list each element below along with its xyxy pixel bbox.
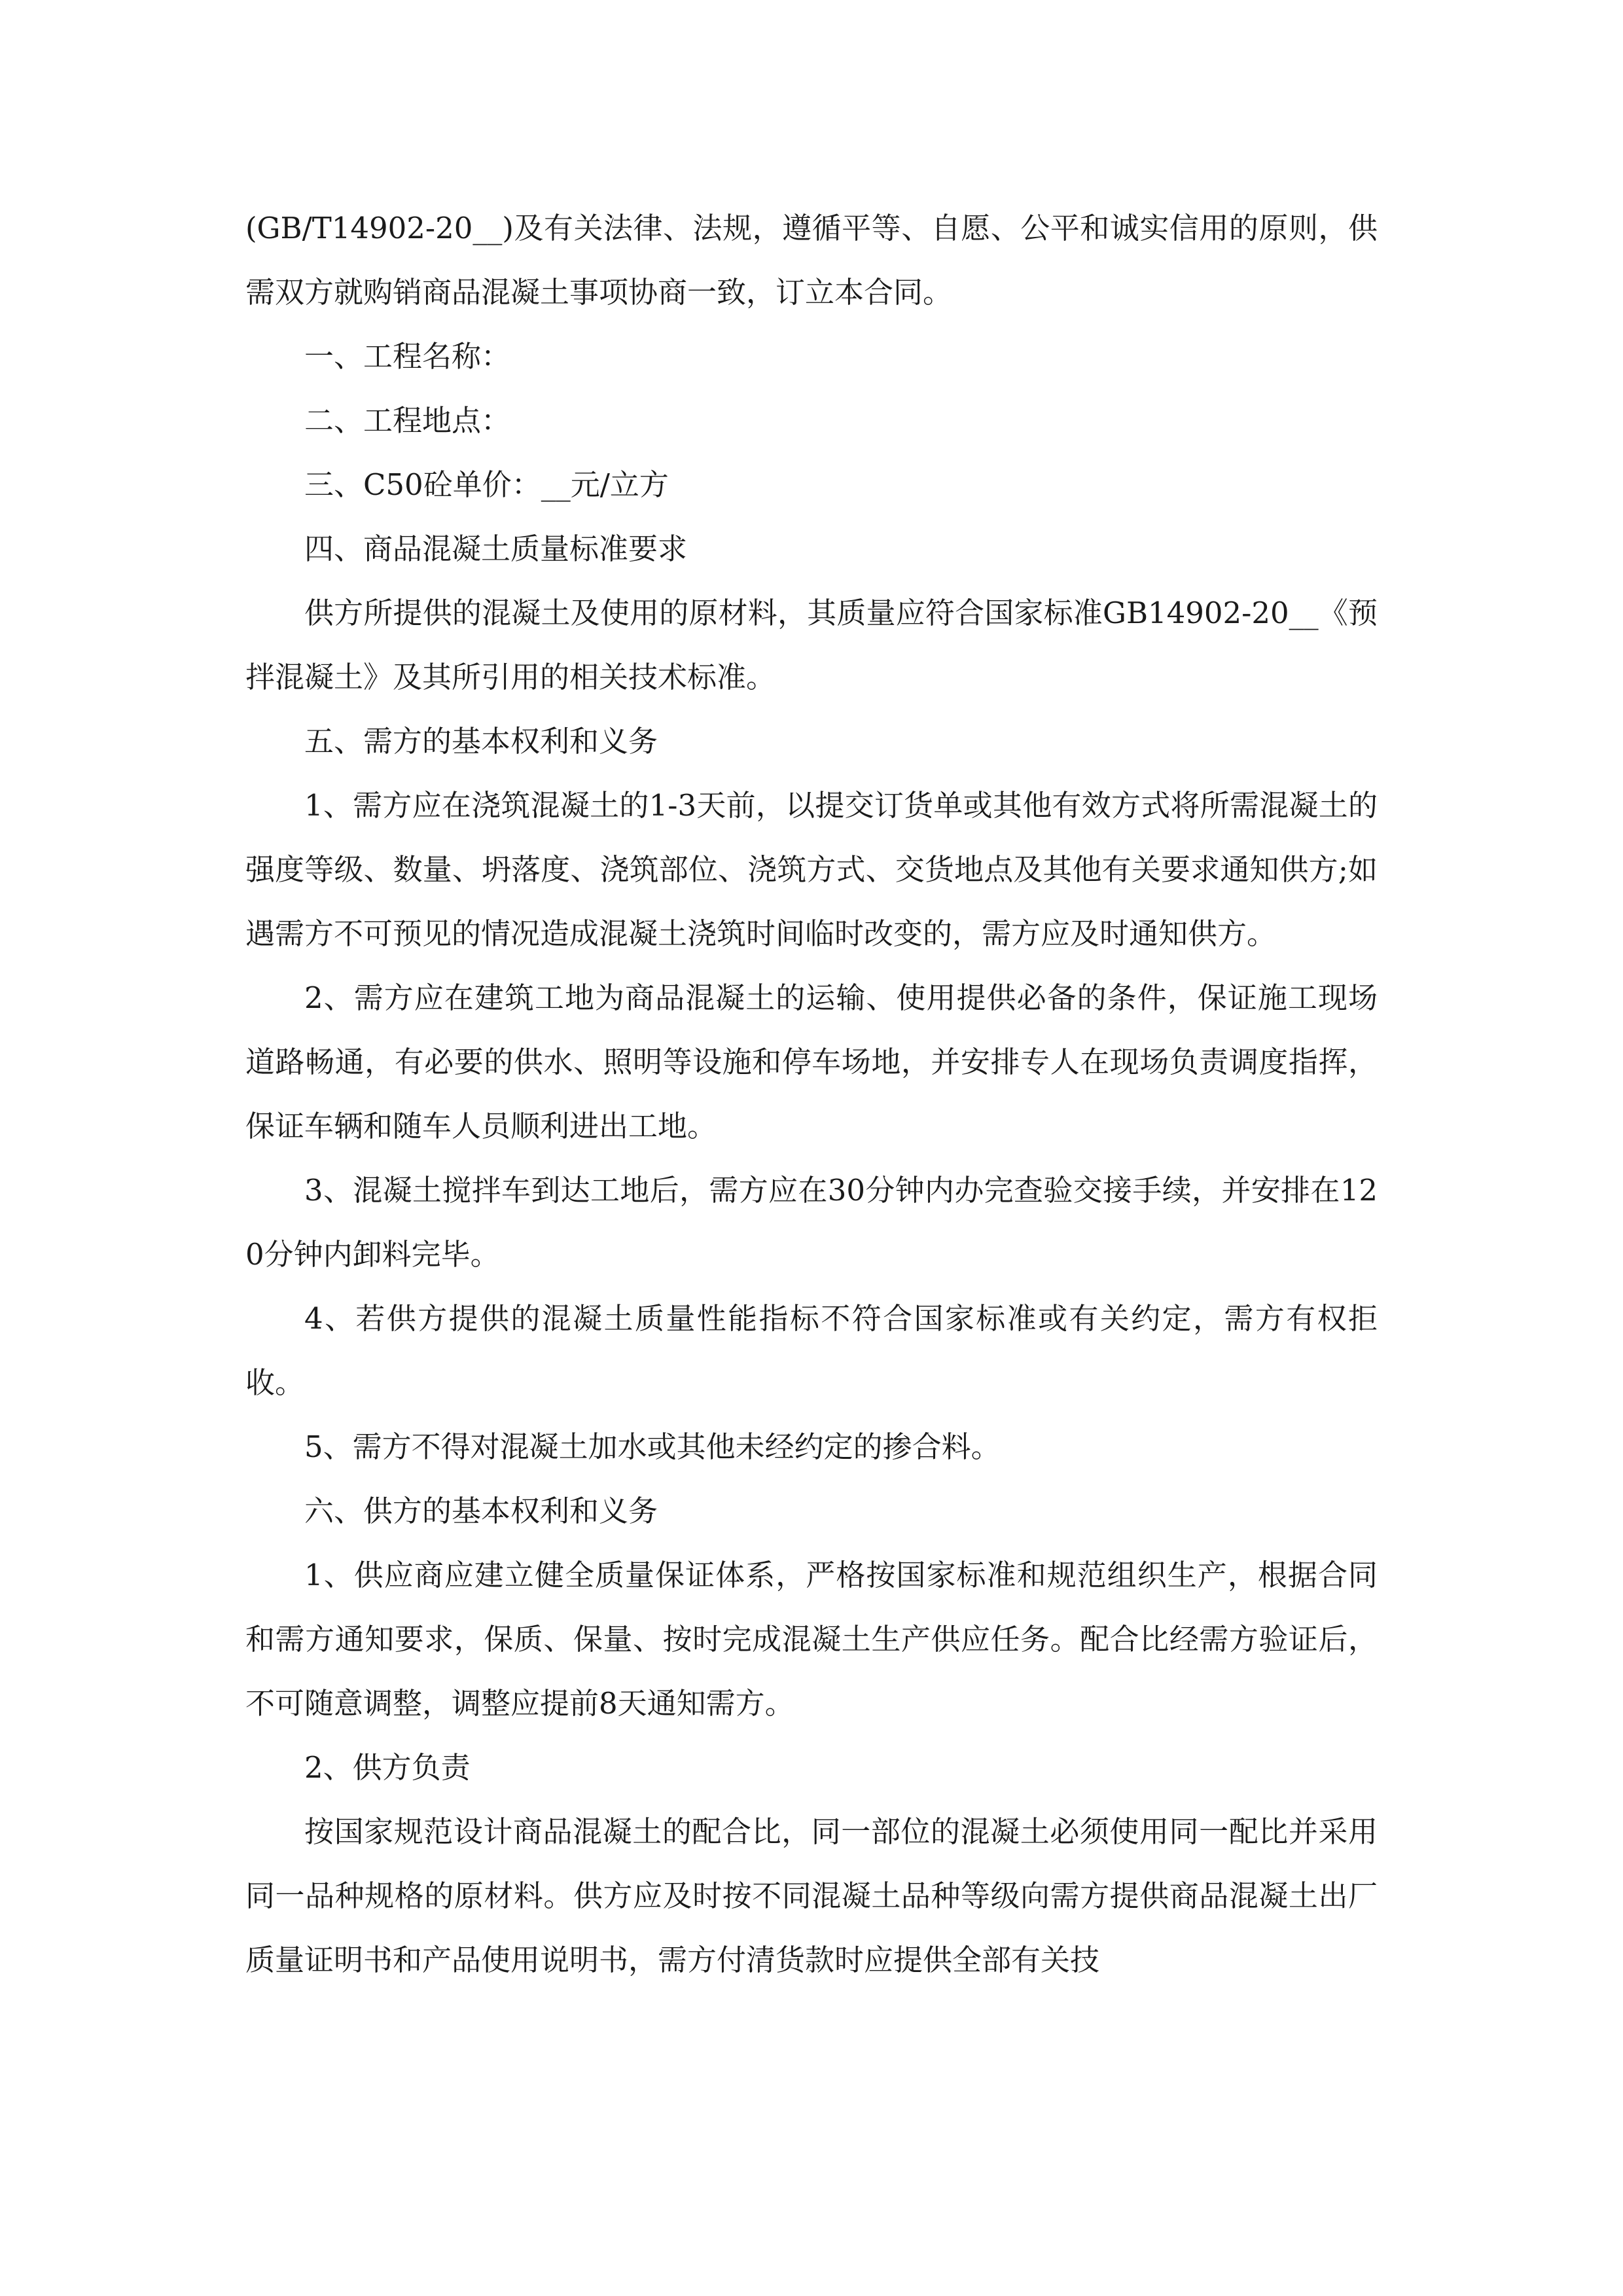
paragraph-buyer-item-2: 2、需方应在建筑工地为商品混凝土的运输、使用提供必备的条件，保证施工现场道路畅通，有必要的供水、照明等设施和停车场地，并安排专人在现场负责调度指挥，保证车辆和随车人员顺利进出工地。 (245, 980, 1378, 1143)
paragraph-buyer-item-1: 1、需方应在浇筑混凝土的1-3天前，以提交订货单或其他有效方式将所需混凝土的强度等级、数量、坍落度、浇筑部位、浇筑方式、交货地点及其他有关要求通知供方;如遇需方不可预见的情况造成混凝土浇筑时间临时改变的，需方应及时通知供方。 (245, 788, 1378, 951)
heading-buyer-rights: 五、需方的基本权利和义务 (304, 724, 658, 759)
paragraph-supplier-item-1: 1、供应商应建立健全质量保证体系，严格按国家标准和规范组织生产，根据合同和需方通知要求，保质、保量、按时完成混凝土生产供应任务。配合比经需方验证后，不可随意调整，调整应提前8天通知需方。 (245, 1558, 1378, 1721)
heading-supplier-rights: 六、供方的基本权利和义务 (304, 1494, 658, 1528)
document-body (245, 196, 1378, 1992)
paragraph-supplier-mix-design: 按国家规范设计商品混凝土的配合比，同一部位的混凝土必须使用同一配比并采用同一品种规格的原材料。供方应及时按不同混凝土品种等级向需方提供商品混凝土出厂质量证明书和产品使用说明书，需方付清货款时应提供全部有关技 (245, 1814, 1378, 1977)
paragraph-supplier-item-2: 2、供方负责 (304, 1750, 471, 1785)
paragraph-intro: (GB/T14902-20__)及有关法律、法规，遵循平等、自愿、公平和诚实信用的原则，供需双方就购销商品混凝土事项协商一致，订立本合同。 (245, 211, 1378, 310)
paragraph-quality-standard: 供方所提供的混凝土及使用的原材料，其质量应符合国家标准GB14902-20__《预拌混凝土》及其所引用的相关技术标准。 (245, 596, 1378, 694)
heading-project-name: 一、工程名称： (304, 339, 511, 374)
heading-quality-standard: 四、商品混凝土质量标准要求 (304, 531, 688, 566)
paragraph-buyer-item-4: 4、若供方提供的混凝土质量性能指标不符合国家标准或有关约定，需方有权拒收。 (245, 1301, 1378, 1400)
heading-project-location: 二、工程地点： (304, 403, 511, 438)
heading-unit-price: 三、C50砼单价：__元/立方 (304, 467, 669, 502)
paragraph-buyer-item-3: 3、混凝土搅拌车到达工地后，需方应在30分钟内办完查验交接手续，并安排在120分钟内卸料完毕。 (245, 1173, 1378, 1272)
paragraph-buyer-item-5: 5、需方不得对混凝土加水或其他未经约定的掺合料。 (304, 1429, 1001, 1464)
